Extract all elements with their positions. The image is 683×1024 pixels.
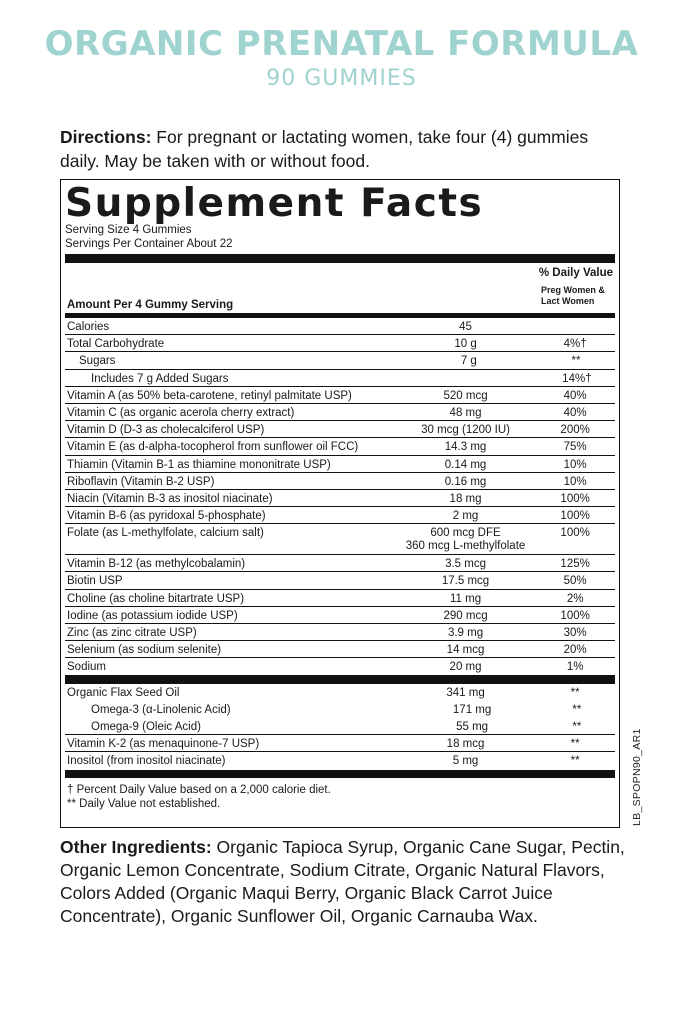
facts-row: [65, 684, 615, 701]
nutrient-name: Vitamin E (as d-alpha-tocopherol from sunflower oil FCC): [67, 441, 359, 454]
facts-title: Supplement Facts: [65, 181, 484, 226]
footnote-dv: † Percent Daily Value based on a 2,000 calorie diet.: [67, 783, 331, 796]
other-ingredients-text: Organic Tapioca Syrup, Organic Cane Sugar, Pectin, Organic Lemon Concentrate, Sodium Citrate, Organic Natural Flavors, Colors Added (Organic Maqui Berry, Organic Black Carrot Juice Concentrate), Organic Sunflower Oil, Organic Carnauba Wax.: [60, 837, 625, 926]
nutrient-dv: **: [570, 755, 580, 768]
facts-row: [65, 473, 615, 490]
label-code: LB_SPOPN90_AR1: [631, 728, 643, 826]
facts-header: [65, 263, 615, 318]
facts-row: [65, 387, 615, 404]
nutrient-name: Thiamin (Vitamin B-1 as thiamine mononitrate USP): [67, 458, 331, 471]
daily-value-subheader: Preg Women & Lact Women: [541, 285, 605, 306]
other-ingredients-label: Other Ingredients:: [60, 837, 212, 857]
facts-row: [65, 590, 615, 607]
nutrient-dv: 100%: [560, 492, 590, 505]
facts-row: [65, 641, 615, 658]
nutrient-name: Calories: [67, 321, 110, 333]
nutrient-amount: 55 mg: [456, 720, 489, 733]
nutrient-amount-line2: 360 mcg L-methylfolate: [405, 540, 526, 553]
nutrient-amount-line1: 600 mcg DFE: [430, 527, 501, 540]
directions-label: Directions:: [60, 127, 152, 147]
nutrient-amount: 3.9 mg: [447, 627, 484, 639]
nutrient-name: Vitamin B-12 (as methylcobalamin): [67, 558, 246, 571]
nutrient-amount: 341 mg: [446, 686, 485, 699]
nutrient-amount: 18 mcg: [446, 738, 485, 751]
nutrient-name: Vitamin A (as 50% beta-carotene, retinyl palmitate USP): [67, 389, 352, 402]
product-title: ORGANIC PRENATAL FORMULA: [44, 24, 639, 64]
nutrient-amount: [396, 527, 535, 553]
nutrient-dv: 40%: [563, 389, 587, 402]
nutrient-name: Folate (as L-methylfolate, calcium salt): [67, 527, 264, 540]
thick-divider: [65, 770, 615, 778]
servings-per-container: Servings Per Container About 22: [65, 237, 233, 250]
facts-row: [65, 335, 615, 352]
nutrient-dv: **: [570, 686, 580, 699]
nutrient-name: Vitamin B-6 (as pyridoxal 5-phosphate): [67, 510, 266, 523]
facts-row: [65, 404, 615, 421]
nutrient-name: Omega-3 (α-Linolenic Acid): [91, 703, 231, 716]
nutrient-dv: **: [570, 738, 580, 751]
nutrient-name: Iodine (as potassium iodide USP): [67, 609, 238, 622]
amount-header: Amount Per 4 Gummy Serving: [67, 299, 234, 311]
facts-row: [65, 456, 615, 473]
nutrient-dv: 75%: [563, 441, 587, 454]
nutrient-dv: 30%: [563, 627, 587, 639]
facts-row: [65, 507, 615, 524]
nutrient-dv: 40%: [563, 406, 587, 419]
nutrient-dv: 10%: [563, 458, 587, 471]
facts-row: [65, 701, 615, 718]
nutrient-name: Inositol (from inositol niacinate): [67, 755, 226, 768]
nutrient-amount: 14.3 mg: [444, 441, 487, 454]
nutrient-amount: 171 mg: [452, 703, 492, 716]
nutrient-amount: 48 mg: [449, 406, 482, 419]
nutrient-dv: 200%: [560, 424, 590, 437]
nutrient-amount: 3.5 mcg: [445, 558, 486, 571]
nutrient-amount: 14 mcg: [446, 644, 485, 657]
directions: [60, 125, 630, 173]
nutrient-dv: 4%†: [563, 338, 587, 351]
supplement-facts-panel: [60, 179, 620, 828]
nutrient-dv: 10%: [563, 475, 587, 488]
nutrient-name: Sugars: [79, 355, 116, 368]
nutrient-name: Selenium (as sodium selenite): [67, 644, 222, 657]
facts-row: [65, 318, 615, 335]
nutrient-name: Omega-9 (Oleic Acid): [91, 720, 201, 733]
nutrient-amount: 45: [459, 321, 472, 333]
nutrient-amount: 0.16 mg: [444, 475, 487, 488]
facts-row: [65, 572, 615, 589]
facts-row: [65, 735, 615, 752]
nutrient-dv: 2%: [566, 592, 584, 605]
facts-row: [65, 438, 615, 455]
nutrient-dv: 50%: [563, 575, 587, 588]
nutrient-name: Zinc (as zinc citrate USP): [67, 627, 197, 639]
facts-row: [65, 718, 615, 735]
directions-text: For pregnant or lactating women, take four (4) gummies daily. May be taken with or without food.: [60, 127, 589, 171]
nutrient-amount: 520 mcg: [443, 389, 488, 402]
nutrient-amount: 11 mg: [449, 592, 482, 605]
facts-row: [65, 607, 615, 624]
nutrient-amount: 7 g: [460, 355, 477, 368]
nutrient-name: Choline (as choline bitartrate USP): [67, 592, 245, 605]
facts-row: [65, 421, 615, 438]
nutrient-dv: 100%: [560, 609, 590, 622]
nutrient-amount: 0.14 mg: [444, 458, 487, 471]
thick-divider: [65, 254, 615, 263]
facts-row: [65, 370, 615, 387]
daily-value-header: % Daily Value: [538, 267, 613, 279]
nutrient-amount: 17.5 mcg: [441, 575, 490, 588]
nutrient-name: Sodium: [67, 661, 106, 674]
nutrient-name: Total Carbohydrate: [67, 338, 165, 351]
nutrient-amount: 2 mg: [452, 510, 479, 523]
other-ingredients: [60, 836, 630, 928]
product-count: 90 GUMMIES: [266, 66, 417, 91]
nutrient-amount: 5 mg: [452, 755, 479, 768]
nutrient-name: Includes 7 g Added Sugars: [91, 372, 229, 385]
nutrient-dv: 14%†: [562, 372, 592, 385]
nutrient-name: Vitamin K-2 (as menaquinone-7 USP): [67, 738, 260, 751]
nutrient-amount: 10 g: [454, 338, 477, 351]
footnote-not-established: ** Daily Value not established.: [67, 797, 221, 810]
nutrient-dv: 125%: [560, 558, 590, 571]
facts-row: [65, 752, 615, 769]
nutrient-dv: 20%: [563, 644, 587, 657]
nutrient-dv: **: [571, 355, 581, 368]
nutrient-name: Niacin (Vitamin B-3 as inositol niacinate): [67, 492, 273, 505]
nutrient-dv: 1%: [566, 661, 584, 674]
nutrient-name: Vitamin C (as organic acerola cherry extract): [67, 406, 295, 419]
footnotes: [65, 778, 615, 811]
facts-row: [65, 352, 615, 369]
facts-row: [65, 658, 615, 683]
facts-row: [65, 555, 615, 572]
nutrient-amount: 290 mcg: [443, 609, 488, 622]
nutrient-amount: 18 mg: [449, 492, 482, 505]
nutrient-dv: **: [572, 703, 582, 716]
nutrient-name: Biotin USP: [67, 575, 123, 588]
facts-row: [65, 524, 615, 555]
nutrient-name: Organic Flax Seed Oil: [67, 686, 180, 699]
nutrient-amount: 30 mcg (1200 IU): [421, 424, 510, 437]
nutrient-dv: **: [572, 720, 582, 733]
facts-row: [65, 490, 615, 507]
serving-size: Serving Size 4 Gummies: [65, 224, 192, 236]
nutrient-dv: 100%: [560, 510, 590, 523]
nutrient-name: Riboflavin (Vitamin B-2 USP): [67, 475, 215, 488]
facts-row: [65, 624, 615, 641]
nutrient-name: Vitamin D (D-3 as cholecalciferol USP): [67, 424, 265, 437]
nutrient-amount: 20 mg: [449, 661, 482, 674]
nutrient-dv: 100%: [560, 527, 590, 540]
